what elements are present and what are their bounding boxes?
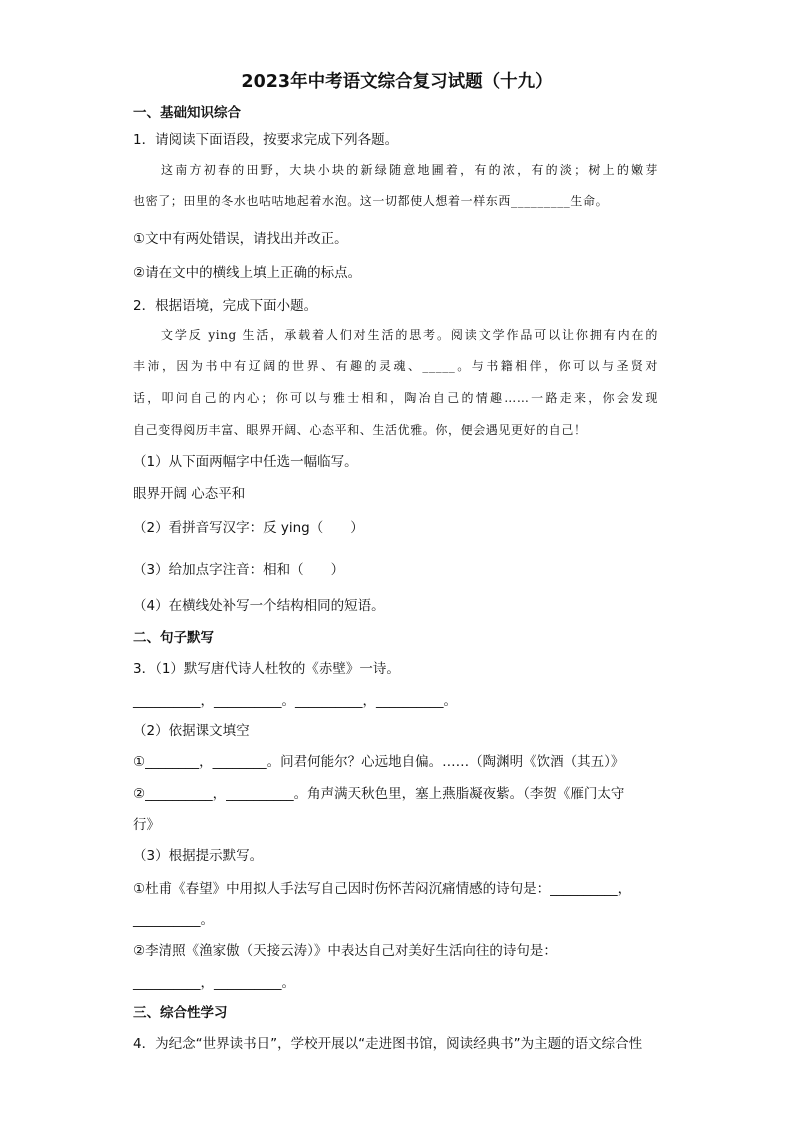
fill-blank-line: ①杜甫《春望》中用拟人手法写自己因时伤怀苦闷沉痛情感的诗句是：__________，	[133, 881, 632, 897]
question-2-sub: （2）看拼音写汉字：反 ying（ ）	[133, 520, 364, 536]
question-2-prompt: 2．根据语境，完成下面小题。	[133, 298, 318, 314]
fill-blank-line: ②__________，__________。角声满天秋色里，塞上燕脂凝夜紫。（李贺《雁门太守	[133, 786, 625, 802]
fill-blank-line: ②李清照《渔家傲（天接云涛）》中表达自己对美好生活向往的诗句是：	[133, 943, 557, 959]
fill-blank-line: 行》	[133, 817, 160, 833]
question-2-sub: （3）给加点字注音：相和（ ）	[133, 562, 345, 578]
passage-1-line: 这南方初春的田野，大块小块的新绿随意地圃着，有的浓，有的淡；树上的嫩芽	[161, 163, 658, 177]
question-3-sub: （2）依据课文填空	[133, 723, 250, 739]
section-heading-basic: 一、基础知识综合	[133, 105, 241, 121]
passage-2-line: 话，叩问自己的内心；你可以与雅士相和，陶冶自己的情趣……一路走来，你会发现	[133, 391, 658, 405]
answer-blank-line: __________，__________。	[133, 975, 295, 991]
question-2-sub: （1）从下面两幅字中任选一幅临写。	[133, 454, 358, 470]
passage-2-line: 丰沛，因为书中有辽阔的世界、有趣的灵魂、_____。与书籍相伴，你可以与圣贤对	[133, 359, 658, 373]
answer-blank-line: __________，__________。__________，__________。	[133, 693, 457, 709]
question-1-prompt: 1．请阅读下面语段，按要求完成下列各题。	[133, 132, 399, 148]
calligraphy-phrases: 眼界开阔 心态平和	[133, 486, 246, 502]
document-title: 2023年中考语文综合复习试题（十九）	[241, 72, 553, 92]
section-heading-comprehensive: 三、综合性学习	[133, 1005, 228, 1021]
passage-2-line: 自己变得阅历丰富、眼界开阔、心态平和、生活优雅。你，便会遇见更好的自己！	[133, 423, 587, 437]
question-3-sub: （3）根据提示默写。	[133, 848, 264, 864]
section-heading-recitation: 二、句子默写	[133, 630, 214, 646]
question-1-sub: ①文中有两处错误，请找出并改正。	[133, 231, 348, 247]
passage-1-line: 也密了；田里的冬水也咕咕地起着水泡。这一切都使人想着一样东西_________生命。	[133, 194, 609, 208]
question-4-prompt: 4．为纪念“世界读书日”，学校开展以“走进图书馆，阅读经典书”为主题的语文综合性	[133, 1036, 643, 1052]
passage-2-line: 文学反 ying 生活，承载着人们对生活的思考。阅读文学作品可以让你拥有内在的	[161, 328, 658, 342]
question-3-prompt: 3．（1）默写唐代诗人杜牧的《赤壁》一诗。	[133, 661, 400, 677]
question-2-sub: （4）在横线处补写一个结构相同的短语。	[133, 598, 385, 614]
answer-blank-line: __________。	[133, 912, 214, 928]
question-1-sub: ②请在文中的横线上填上正确的标点。	[133, 265, 362, 281]
fill-blank-line: ①________，________。问君何能尔？心远地自偏。……（陶渊明《饮酒（其五）》	[133, 754, 625, 770]
